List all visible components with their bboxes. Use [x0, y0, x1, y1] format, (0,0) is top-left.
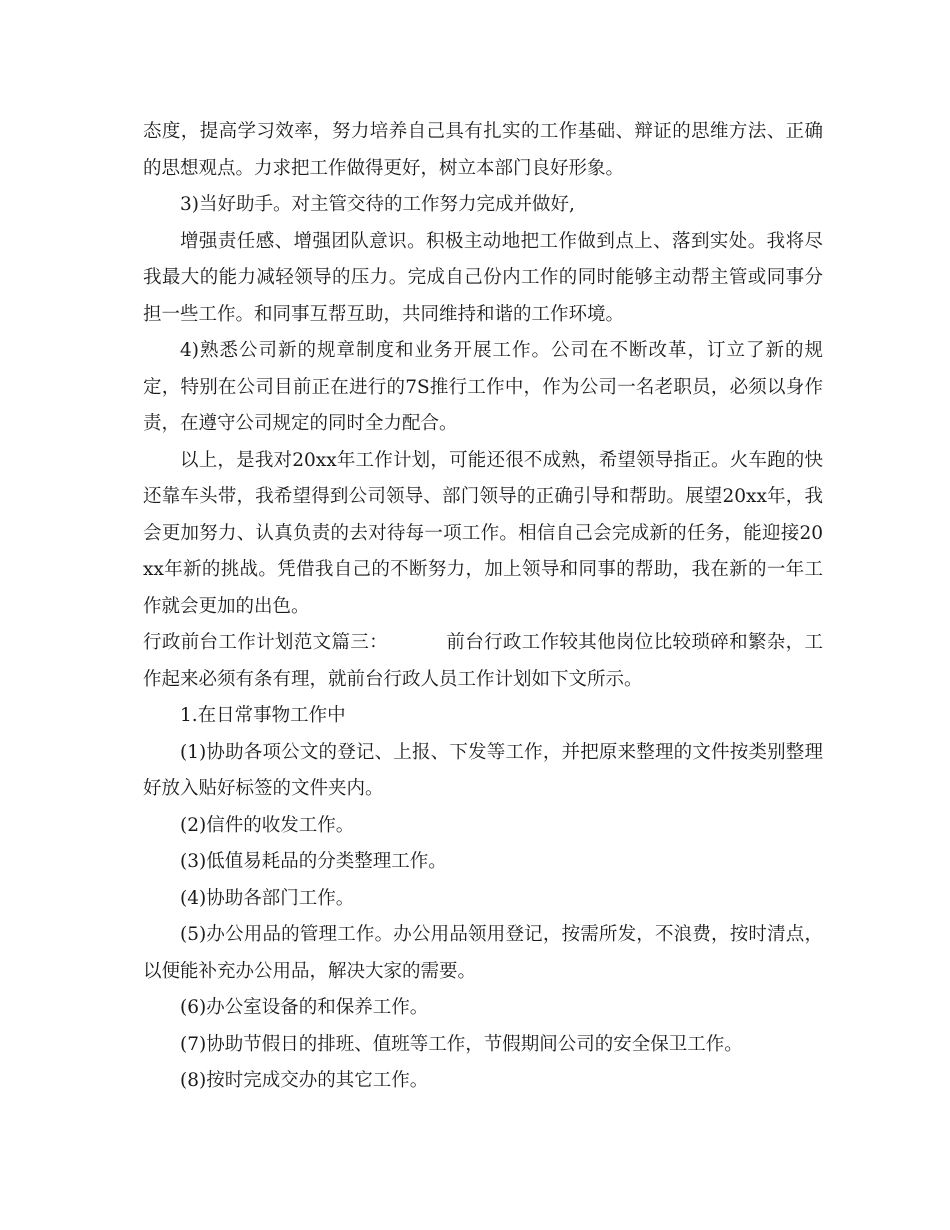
list-item-consumables: (3)低值易耗品的分类整理工作。	[180, 851, 447, 872]
list-item-holiday-duty: (7)协助节假日的排班、值班等工作，节假期间公司的安全保卫工作。	[180, 1033, 743, 1055]
paragraph-regulations: 4)熟悉公司新的规章制度和业务开展工作。公司在不断改革，订立了新的规定，特别在公司目前正在进行的7S推行工作中，作为公司一名老职员，必须以身作责，在遵守公司规定的同时全力配合。	[143, 340, 823, 434]
paragraph-responsibility: 增强责任感、增强团队意识。积极主动地把工作做到点上、落到实处。我将尽我最大的能力减轻领导的压力。完成自己份内工作的同时能够主动帮主管或同事分担一些工作。和同事互帮互助，共同维持和谐的工作环境。	[143, 230, 823, 325]
list-item-equipment: (6)办公室设备的和保养工作。	[180, 997, 429, 1018]
list-item-office-supplies: (5)办公用品的管理工作。办公用品领用登记，按需所发，不浪费，按时清点，以便能补充办公用品，解决大家的需要。	[143, 924, 823, 982]
section-heading-paragraph	[143, 625, 823, 698]
paragraph-assistant: 3)当好助手。对主管交待的工作努力完成并做好,	[180, 194, 575, 215]
document-body	[143, 114, 823, 1100]
list-item-assist-departments: (4)协助各部门工作。	[180, 887, 355, 909]
list-item-documents: (1)协助各项公文的登记、上报、下发等工作，并把原来整理的文件按类别整理好放入贴好标签的文件夹内。	[143, 741, 823, 799]
list-item-daily-work: 1.在日常事物工作中	[180, 705, 346, 726]
section-intro: 前台行政工作较其他岗位比较琐碎和繁杂，工作起来必须有条有理，就前台行政人员工作计划如下文所示。	[143, 632, 823, 690]
paragraph-conclusion: 以上，是我对20xx年工作计划，可能还很不成熟，希望领导指正。火车跑的快还靠车头带，我希望得到公司领导、部门领导的正确引导和帮助。展望20xx年，我会更加努力、认真负责的去对待每一项工作。相信自己会完成新的任务，能迎接20xx年新的挑战。凭借我自己的不断努力，加上领导和同事的帮助，我在新的一年工作就会更加的出色。	[143, 449, 823, 617]
paragraph-study-attitude: 态度，提高学习效率，努力培养自己具有扎实的工作基础、辩证的思维方法、正确的思想观点。力求把工作做得更好，树立本部门良好形象。	[143, 121, 823, 179]
section-heading: 行政前台工作计划范文篇三：	[143, 632, 389, 653]
list-item-mail: (2)信件的收发工作。	[180, 814, 355, 836]
list-item-other-tasks: (8)按时完成交办的其它工作。	[180, 1070, 429, 1091]
